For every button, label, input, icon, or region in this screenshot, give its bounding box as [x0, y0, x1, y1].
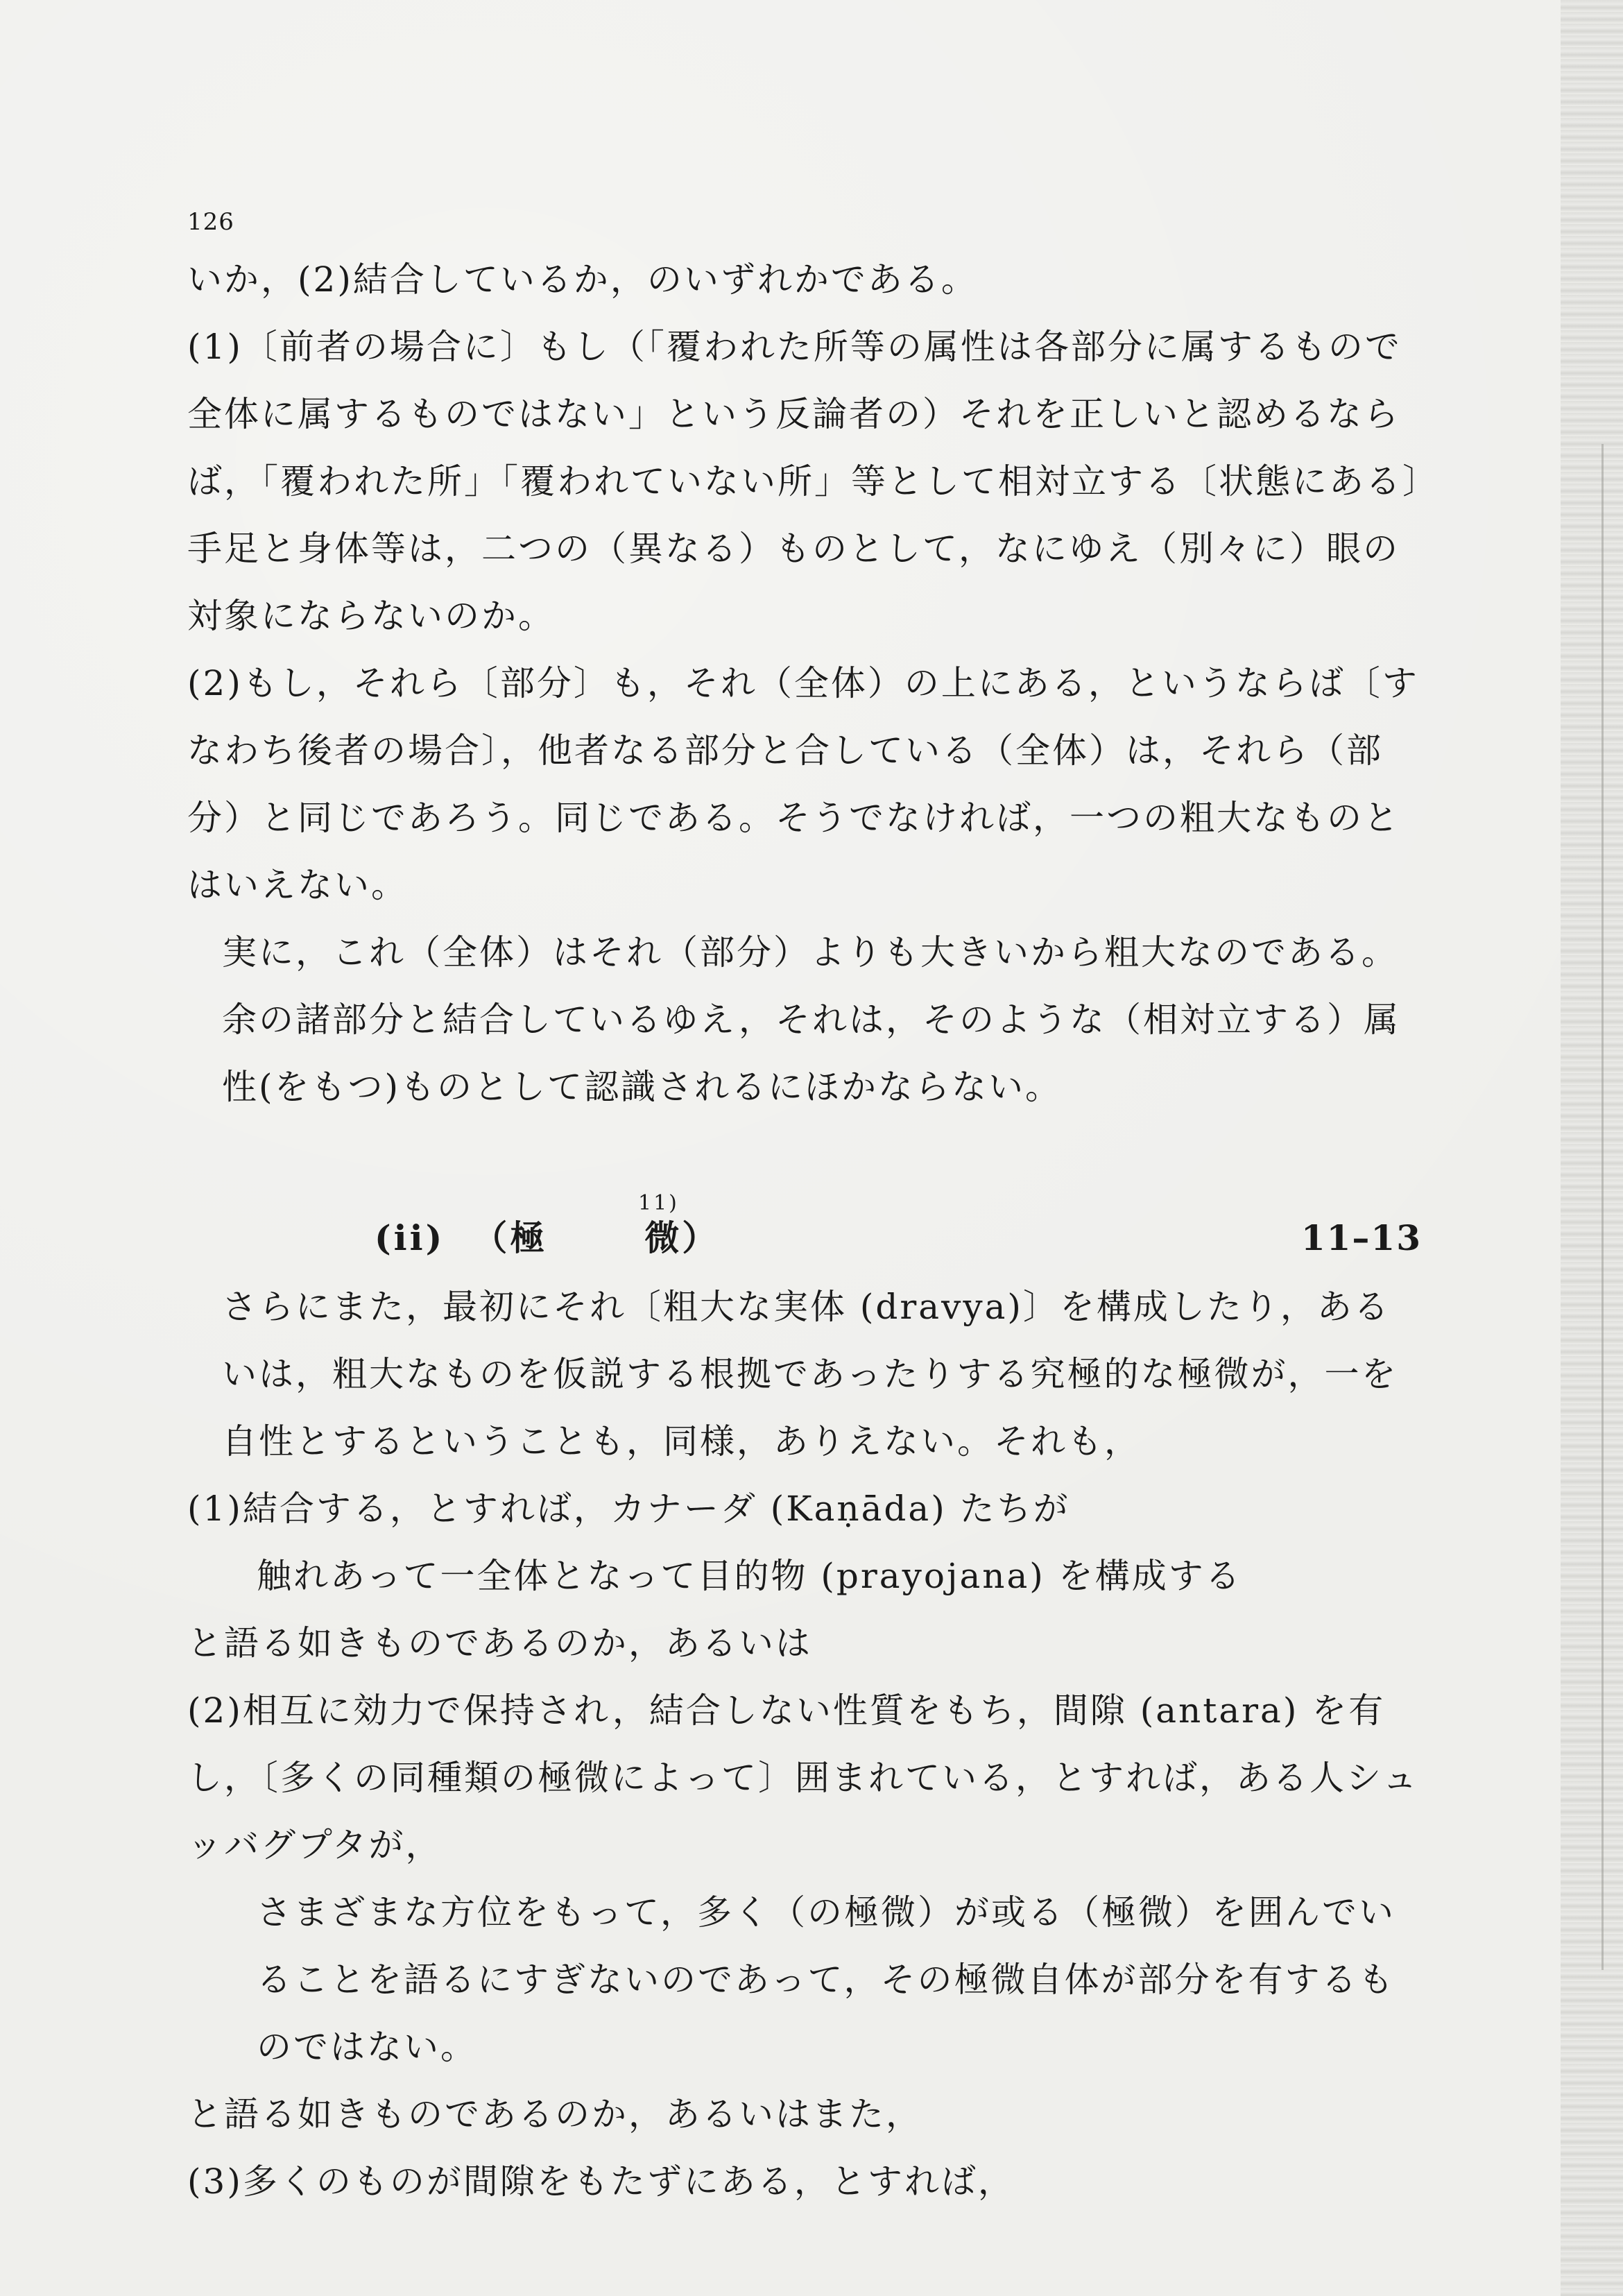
section-number: (ii)	[375, 1217, 445, 1258]
section-heading	[187, 1163, 1422, 1274]
paragraph-option-3: (3)多くのものが間隙をもたずにある，とすれば，	[187, 2161, 1015, 2202]
paragraph-conclusion: 実に，これ（全体）はそれ（部分）よりも大きいから粗大なのである。余の諸部分と結合しているゆえ，それは，そのような（相対立する）属性(をもつ)ものとして認識されるにほかならない。	[222, 932, 1400, 1107]
body-text	[187, 246, 1422, 2216]
verse-range: 11–13	[1300, 1217, 1422, 1258]
paragraph-or-also: と語る如きものであるのか，あるいはまた，	[187, 2094, 922, 2134]
paragraph-continuation: いか，(2)結合しているか，のいずれかである。	[187, 259, 978, 300]
page-number: 126	[187, 208, 234, 236]
paragraph-option-1: (1)結合する，とすれば，カナーダ (Kaṇāda) たちが	[187, 1489, 1070, 1529]
quote-kanada: 触れあって一全体となって目的物 (prayojana) を構成する	[257, 1556, 1242, 1596]
section-title-close: 微）	[644, 1217, 720, 1258]
section-title-open: （極	[472, 1217, 548, 1258]
quote-shubhagupta: さまざまな方位をもって，多く（の極微）が或る（極微）を囲んでいることを語るにすぎないのであって，その極微自体が部分を有するものではない。	[257, 1892, 1396, 2067]
page-edge-shadow	[1561, 0, 1623, 2296]
paragraph-case-1: (1)〔前者の場合に〕もし（「覆われた所等の属性は各部分に属するもので全体に属するものではない」という反論者の）それを正しいと認めるならば，「覆われた所」「覆われていない所」等として相対立する〔状態にある〕手足と身体等は，二つの（異なる）ものとして，なにゆえ（別々に）眼の対象にならないのか。	[187, 327, 1422, 636]
paragraph-or: と語る如きものであるのか，あるいは	[187, 1623, 812, 1663]
page-edge-line	[1601, 444, 1604, 1970]
paragraph-case-2: (2)もし，それら〔部分〕も，それ（全体）の上にある，というならば〔すなわち後者の場合〕，他者なる部分と合している（全体）は，それら（部分）と同じであろう。同じである。そうでなければ，一つの粗大なものとはいえない。	[187, 663, 1419, 905]
paragraph-atoms-intro: さらにまた，最初にそれ〔粗大な実体 (dravya)〕を構成したり，あるいは，粗大なものを仮説する根拠であったりする究極的な極微が，一を自性とするということも，同様，ありえない。それも，	[222, 1287, 1398, 1462]
footnote-reference: 11)	[638, 1191, 679, 1215]
paragraph-option-2: (2)相互に効力で保持され，結合しない性質をもち，間隙 (antara) を有し，〔多くの同種類の極微によって〕囲まれている，とすれば，ある人シュッバグプタが，	[187, 1690, 1419, 1865]
